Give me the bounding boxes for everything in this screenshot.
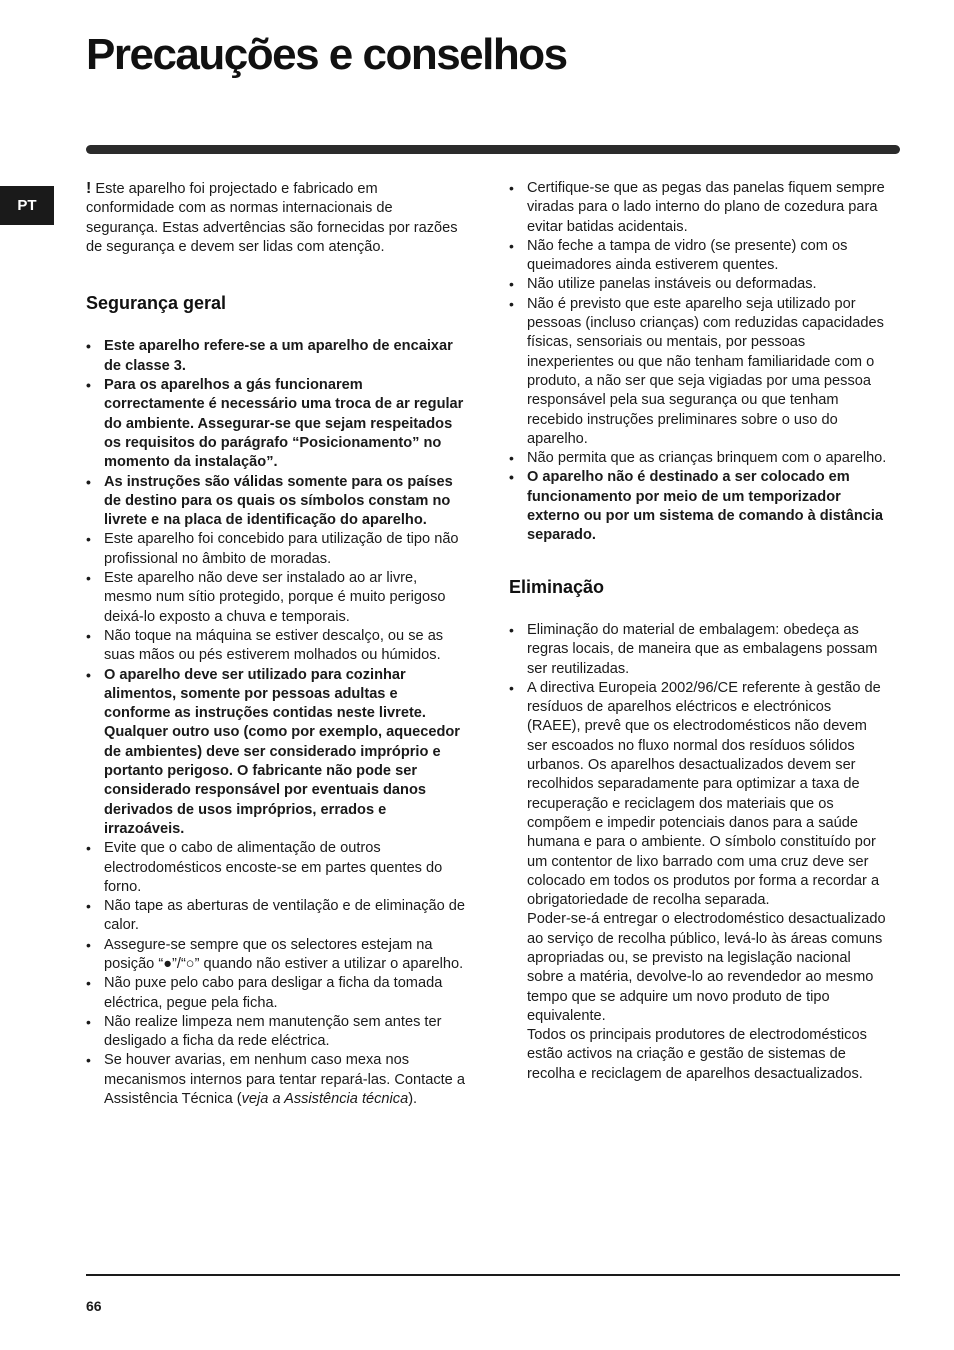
list-item: • Para os aparelhos a gás funcionarem correctamente é necessário uma troca de ar regular do ambiente. Assegurar-se que sejam respeitados os requisitos do parágrafo “Posicionamento” no momento da instalação”. [86, 376, 466, 472]
list-item: • Não permita que as crianças brinquem com o aparelho. [509, 449, 887, 468]
list-item-continuation: Todos os principais produtores de electrodomésticos estão activos na criação e gestão de sistemas de recolha e reciclagem de aparelhos desactualizados. [527, 1027, 867, 1082]
list-item: • Não utilize panelas instáveis ou deformadas. [509, 275, 887, 294]
section-heading-eliminacao: Eliminação [509, 576, 605, 597]
intro-paragraph [86, 179, 466, 257]
list-item: • Não é previsto que este aparelho seja utilizado por pessoas (incluso crianças) com reduzidas capacidades físicas, sensoriais ou mentais, por pessoas inexperientes ou que não tenham familiaridade com o produto, a não ser que seja vigiadas por uma pessoa responsável pela sua segurança ou que tenham recebido instruções preliminares sobre o uso do aparelho. [509, 295, 887, 449]
list-item: • Eliminação do material de embalagem: obedeça as regras locais, de maneira que as embalagens possam ser reutilizadas. [509, 621, 887, 679]
section-heading-seguranca: Segurança geral [86, 293, 227, 314]
language-tab: PT [0, 186, 54, 225]
title-divider [86, 145, 900, 154]
list-item: • Certifique-se que as pegas das panelas fiquem sempre viradas para o lado interno do plano de cozedura para evitar batidas acidentais. [509, 179, 887, 237]
cross-reference: veja a Assistência técnica [241, 1091, 409, 1108]
list-item: • Evite que o cabo de alimentação de outros electrodomésticos encoste-se em partes quentes do forno. [86, 839, 466, 897]
list-item: • Não realize limpeza nem manutenção sem antes ter desligado a ficha da rede eléctrica. [86, 1013, 466, 1052]
right-column [509, 179, 887, 1084]
right-list [509, 179, 887, 546]
page-title: Precauções e conselhos [86, 30, 567, 79]
list-item: • Não tape as aberturas de ventilação e de eliminação de calor. [86, 897, 466, 936]
list-item: • O aparelho não é destinado a ser colocado em funcionamento por meio de um temporizador externo ou por um sistema de comando à distância separado. [509, 468, 887, 545]
eliminacao-section [509, 578, 887, 1084]
page-number: 66 [86, 1298, 102, 1314]
list-item-end: ). [408, 1091, 418, 1108]
list-item-text: Se houver avarias, em nenhum caso mexa nos mecanismos internos para tentar repará-las. Contacte a Assistência Técnica ( [104, 1052, 465, 1108]
list-item: • Não puxe pelo cabo para desligar a ficha da tomada eléctrica, pegue pela ficha. [86, 974, 466, 1013]
footer-divider [86, 1274, 900, 1276]
list-item: • Não toque na máquina se estiver descalço, ou se as suas mãos ou pés estiverem molhados ou húmidos. [86, 627, 466, 666]
list-item: • Assegure-se sempre que os selectores estejam na posição “●”/“○” quando não estiver a utilizar o aparelho. [86, 936, 466, 975]
list-item: • O aparelho deve ser utilizado para cozinhar alimentos, somente por pessoas adultas e conforme as instruções contidas neste livrete. Qualquer outro uso (como por exemplo, aquecedor de ambientes) deve ser considerado impróprio e portanto perigoso. O fabricante não pode ser considerado responsável por eventuais danos derivados de usos impróprios, errados e irrazoáveis. [86, 666, 466, 840]
eliminacao-list [509, 621, 887, 1084]
seguranca-list [86, 337, 466, 1109]
left-column [86, 179, 466, 1109]
intro-text: Este aparelho foi projectado e fabricado em conformidade com as normas internacionais de segurança. Estas advertências são fornecidas por razões de segurança e devem ser lidas com atenção. [86, 181, 458, 255]
list-item: • Não feche a tampa de vidro (se presente) com os queimadores ainda estiverem quentes. [509, 237, 887, 276]
list-item [86, 1051, 466, 1109]
warning-mark: ! [86, 180, 92, 197]
list-item-continuation: Poder-se-á entregar o electrodoméstico desactualizado ao serviço de recolha público, levá-lo às áreas comuns apropriadas ou, se previsto na legislação nacional sobre a matéria, devolve-lo ao revendedor ao mesmo tempo que se adquire um novo produto de tipo equivalente. [527, 911, 886, 1024]
list-item: • Este aparelho foi concebido para utilização de tipo não profissional no âmbito de moradas. [86, 530, 466, 569]
list-item: • Este aparelho refere-se a um aparelho de encaixar de classe 3. [86, 337, 466, 376]
list-item: • Este aparelho não deve ser instalado ao ar livre, mesmo num sítio protegido, porque é muito perigoso deixá-lo exposto a chuva e temporais. [86, 569, 466, 627]
list-item: • As instruções são válidas somente para os países de destino para os quais os símbolos constam no livrete e na placa de identificação do aparelho. [86, 473, 466, 531]
list-item: • A directiva Europeia 2002/96/CE referente à gestão de resíduos de aparelhos eléctricos e electrónicos (RAEE), prevê que os electrodomésticos não devem ser escoados no fluxo normal dos resíduos sólidos urbanos. Os aparelhos desactualizados devem ser recolhidos separadamente para optimizar a taxa de recuperação e reciclagem dos materiais que os compõem e impedir potenciais danos para a saúde humana e para o ambiente. O símbolo constituído por um contentor de lixo barrado com uma cruz deve ser colocado em todos os produtos por forma a recordar a obrigatoriedade de recolha separada. [509, 679, 887, 911]
